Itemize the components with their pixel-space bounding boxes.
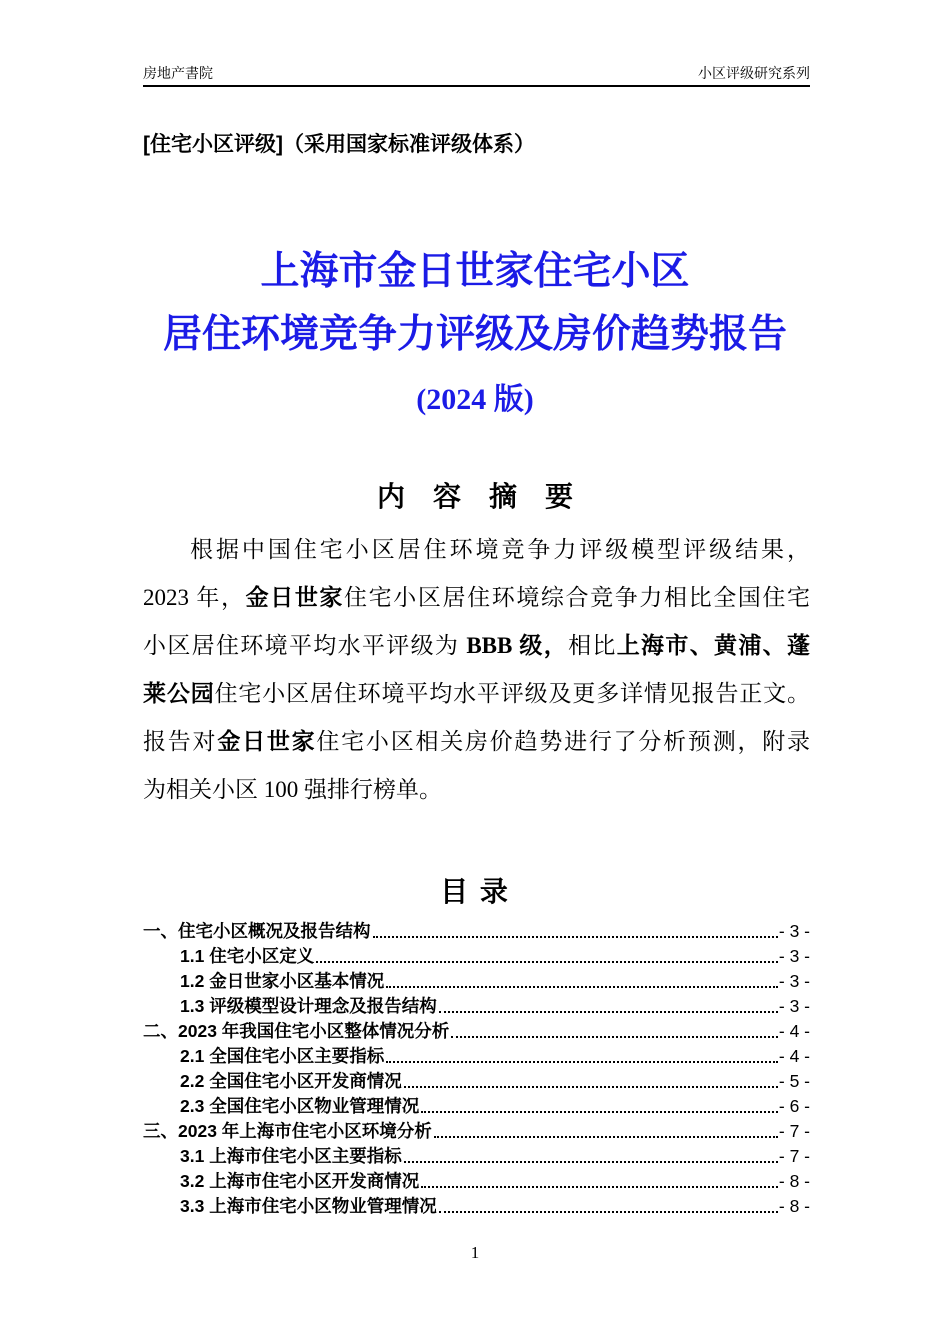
summary-bold-text: 金日世家 bbox=[245, 585, 345, 610]
summary-text: 住宅小区相关房价趋势进行了分析预测，附录 bbox=[316, 729, 810, 754]
toc-entry-label: 3.2 上海市住宅小区开发商情况 bbox=[180, 1171, 420, 1191]
report-title-line-2: 居住环境竞争力评级及房价趋势报告 bbox=[162, 313, 787, 356]
header-divider bbox=[143, 85, 810, 87]
toc-entry-page: - 3 - bbox=[778, 921, 810, 941]
report-edition: (2024 版) bbox=[416, 383, 534, 416]
summary-text: 根据中国住宅小区居住环境竞争力评级模型评级结果， bbox=[190, 537, 810, 562]
report-title-line-1: 上海市金日世家住宅小区 bbox=[260, 250, 690, 293]
report-title bbox=[0, 252, 950, 415]
toc-entry-page: - 4 - bbox=[778, 1021, 810, 1041]
summary-bold-text: 莱公园 bbox=[143, 681, 215, 706]
summary-text: 为相关小区 100 强排行榜单。 bbox=[143, 777, 442, 802]
toc-leader-dots bbox=[421, 1186, 778, 1188]
summary-paragraph bbox=[143, 526, 810, 814]
toc-entry bbox=[143, 1119, 810, 1144]
toc-entry bbox=[143, 1044, 810, 1069]
header-left-text: 房地产書院 bbox=[143, 65, 213, 81]
toc-entry-label: 1.3 评级模型设计理念及报告结构 bbox=[180, 996, 437, 1016]
toc-leader-dots bbox=[386, 986, 778, 988]
toc-leader-dots bbox=[373, 936, 778, 938]
toc-entry bbox=[143, 1069, 810, 1094]
toc-leader-dots bbox=[439, 1211, 778, 1213]
toc-entry-page: - 6 - bbox=[778, 1096, 810, 1116]
toc-entry-label: 1.1 住宅小区定义 bbox=[180, 946, 315, 966]
toc-leader-dots bbox=[439, 1011, 778, 1013]
toc-leader-dots bbox=[434, 1136, 778, 1138]
toc-entry bbox=[143, 969, 810, 994]
toc-leader-dots bbox=[386, 1061, 778, 1063]
summary-text: 小区居住环境平均水平评级为 bbox=[143, 633, 467, 658]
toc-entry-label: 2.3 全国住宅小区物业管理情况 bbox=[180, 1096, 420, 1116]
toc-entry-page: - 7 - bbox=[778, 1146, 810, 1166]
toc-entry bbox=[143, 994, 810, 1019]
toc-entry-page: - 8 - bbox=[778, 1171, 810, 1191]
summary-line bbox=[143, 622, 810, 670]
summary-text: 住宅小区居住环境平均水平评级及更多详情见报告正文。 bbox=[214, 681, 810, 706]
toc-leader-dots bbox=[451, 1036, 778, 1038]
toc-entry-label: 2.1 全国住宅小区主要指标 bbox=[180, 1046, 385, 1066]
summary-line bbox=[143, 526, 810, 574]
page-number: 1 bbox=[470, 1243, 480, 1262]
summary-bold-text: 金日世家 bbox=[217, 729, 317, 754]
summary-line bbox=[143, 670, 810, 718]
toc-entry bbox=[143, 1194, 810, 1219]
summary-text: 住宅小区居住环境综合竞争力相比全国住宅 bbox=[344, 585, 810, 610]
toc-entry bbox=[143, 919, 810, 944]
toc-entry bbox=[143, 1169, 810, 1194]
toc-heading: 目 录 bbox=[440, 876, 510, 907]
summary-bold-text: 上海市、黄浦、蓬 bbox=[616, 633, 810, 658]
toc-entry-page: - 8 - bbox=[778, 1196, 810, 1216]
summary-text: 报告对 bbox=[143, 729, 218, 754]
toc-list bbox=[143, 919, 810, 1219]
toc-entry-label: 一、住宅小区概况及报告结构 bbox=[143, 921, 371, 941]
toc-entry-label: 3.1 上海市住宅小区主要指标 bbox=[180, 1146, 402, 1166]
summary-line bbox=[143, 766, 810, 814]
summary-bold-text: BBB 级， bbox=[466, 633, 569, 658]
summary-line bbox=[143, 718, 810, 766]
toc-entry-label: 二、2023 年我国住宅小区整体情况分析 bbox=[143, 1021, 450, 1041]
toc-entry-page: - 3 - bbox=[778, 996, 810, 1016]
toc-leader-dots bbox=[421, 1111, 778, 1113]
rating-standard-note: [住宅小区评级]（采用国家标准评级体系） bbox=[143, 133, 535, 156]
page-header bbox=[143, 64, 810, 82]
toc-entry-page: - 3 - bbox=[778, 971, 810, 991]
toc-leader-dots bbox=[316, 961, 778, 963]
summary-text: 2023 年， bbox=[143, 585, 246, 610]
summary-heading: 内 容 摘 要 bbox=[376, 481, 573, 512]
toc-leader-dots bbox=[404, 1086, 778, 1088]
toc-entry bbox=[143, 1144, 810, 1169]
toc-entry bbox=[143, 944, 810, 969]
toc-leader-dots bbox=[404, 1161, 778, 1163]
toc-entry-label: 3.3 上海市住宅小区物业管理情况 bbox=[180, 1196, 437, 1216]
toc-entry-page: - 7 - bbox=[778, 1121, 810, 1141]
toc-entry-page: - 4 - bbox=[778, 1046, 810, 1066]
toc-entry-label: 1.2 金日世家小区基本情况 bbox=[180, 971, 385, 991]
summary-text: 相比 bbox=[568, 633, 617, 658]
toc-entry-page: - 3 - bbox=[778, 946, 810, 966]
toc-entry-label: 2.2 全国住宅小区开发商情况 bbox=[180, 1071, 402, 1091]
summary-line bbox=[143, 574, 810, 622]
toc-entry-page: - 5 - bbox=[778, 1071, 810, 1091]
header-right-text: 小区评级研究系列 bbox=[698, 65, 810, 81]
toc-entry bbox=[143, 1019, 810, 1044]
toc-entry-label: 三、2023 年上海市住宅小区环境分析 bbox=[143, 1121, 432, 1141]
toc-entry bbox=[143, 1094, 810, 1119]
